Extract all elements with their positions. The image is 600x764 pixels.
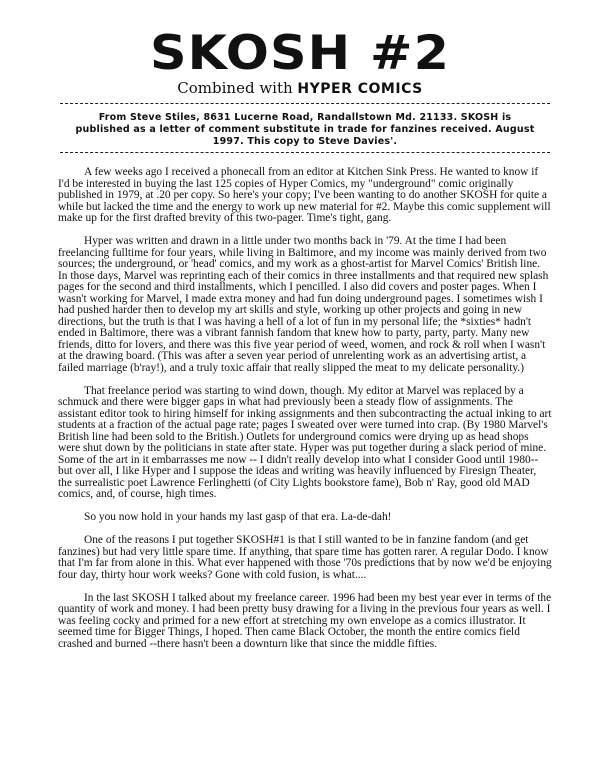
paragraph: In the last SKOSH I talked about my freelance career. 1996 had been my best year ever in terms of the quantity of work and money. I had been pretty busy drawing for a living in the previous four years as well. I was feeling cocky and primed for a new effort at stretching my own envelope as a comics illustrator. It seemed time for Bigger Things, I hoped. Then came Black October, the month the entire comics field crashed and burned --there hasn't been a downturn like that since the middle fifties. [58,591,552,650]
subtitle-bold: HYPER COMICS [297,81,423,97]
paragraph: One of the reasons I put together SKOSH#1 is that I still wanted to be in fanzine fandom (and get fanzines) but had very little spare time. If anything, that spare time has gotten rarer. A regular Dodo. I know that I'm far from alone in this. What ever happened with those '70s predictions that by now we'd be enjoying four day, thirty hour work weeks? Gone with cold fusion, is what.... [58,534,552,581]
article-body [58,167,552,662]
paragraph: Hyper was written and drawn in a little under two months back in '79. At the time I had been freelancing fulltime for four years, while living in Baltimore, and my income was mainly derived from two sources; the underground, or 'head' comics, and my work as a ghost-artist for Marvel Comics' British line. In those days, Marvel was reprinting each of their comics in three installments and that required new splash pages for the second and third installments, which I pencilled. I also did covers and poster pages. When I wasn't working for Marvel, I made extra money and had fun doing underground pages. I sometimes wish I had pushed harder then to develop my art skills and style, working up other projects and going in new directions, but the truth is that I was having a hell of a lot of fun in my personal life; the *sixties* hadn't ended in Baltimore, there was a vibrant fannish fandom that knew how to party, party, party. Many new friends, ditto for lovers, and there was this five year period of weed, women, and rock & roll when I wasn't at the drawing board. (This was after a seven year period of unrelenting work as an advertising artist, a failed marriage (b'ray!), and a truly toxic affair that really slipped the meat to my delicate personality.) [58,235,549,374]
bottom-dashed-divider [60,152,550,153]
publication-note: From Steve Stiles, 8631 Lucerne Road, Randallstown Md. 21133. SKOSH is published as a letter of comment substitute in trade for fanzines received. August 1997. This copy to Steve Davies'. [75,112,535,147]
subtitle-prefix: Combined with [177,79,298,97]
page-title: SKOSH #2 [150,26,450,81]
paragraph: So you now hold in your hands my last gasp of that era. La-de-dah! [84,511,392,523]
top-dashed-divider [60,103,550,104]
page-subtitle [0,79,600,98]
paragraph: A few weeks ago I received a phonecall from an editor at Kitchen Sink Press. He wanted to know if I'd be interested in buying the last 125 copies of Hyper Comics, my "underground" comic originally published in 1979, at .20 per copy. So here's your copy; I've been wanting to do another SKOSH for quite a while but lacked the time and the energy to work up new material for #2. Maybe this comic supplement will make up for the first drafted brevity of this two-pager. Time's tight, gang. [58,166,551,224]
paragraph: That freelance period was starting to wind down, though. My editor at Marvel was replaced by a schmuck and there were bigger gaps in what had previously been a steady flow of assignments. The assistant editor took to hiring himself for inking assignments and then subcontracting the actual inking to art students at a fraction of the actual page rate; pages I sweated over were turned into crap. (By 1980 Marvel's British line had been sold to the British.) Outlets for underground comics were drying up as head shops were shut down by the politicians in state after state. Hyper was put together during a slack period of mine. Some of the art in it embarrasses me now -- I didn't really develop into what I consider Good until 1980-- but over all, I like Hyper and I suppose the ideas and writing was heavily influenced by Firesign Theater, the surrealistic poet Lawrence Ferlinghetti (of City Lights bookstore fame), Bob n' Ray, good old MAD comics, and, of course, high times. [58,384,552,500]
